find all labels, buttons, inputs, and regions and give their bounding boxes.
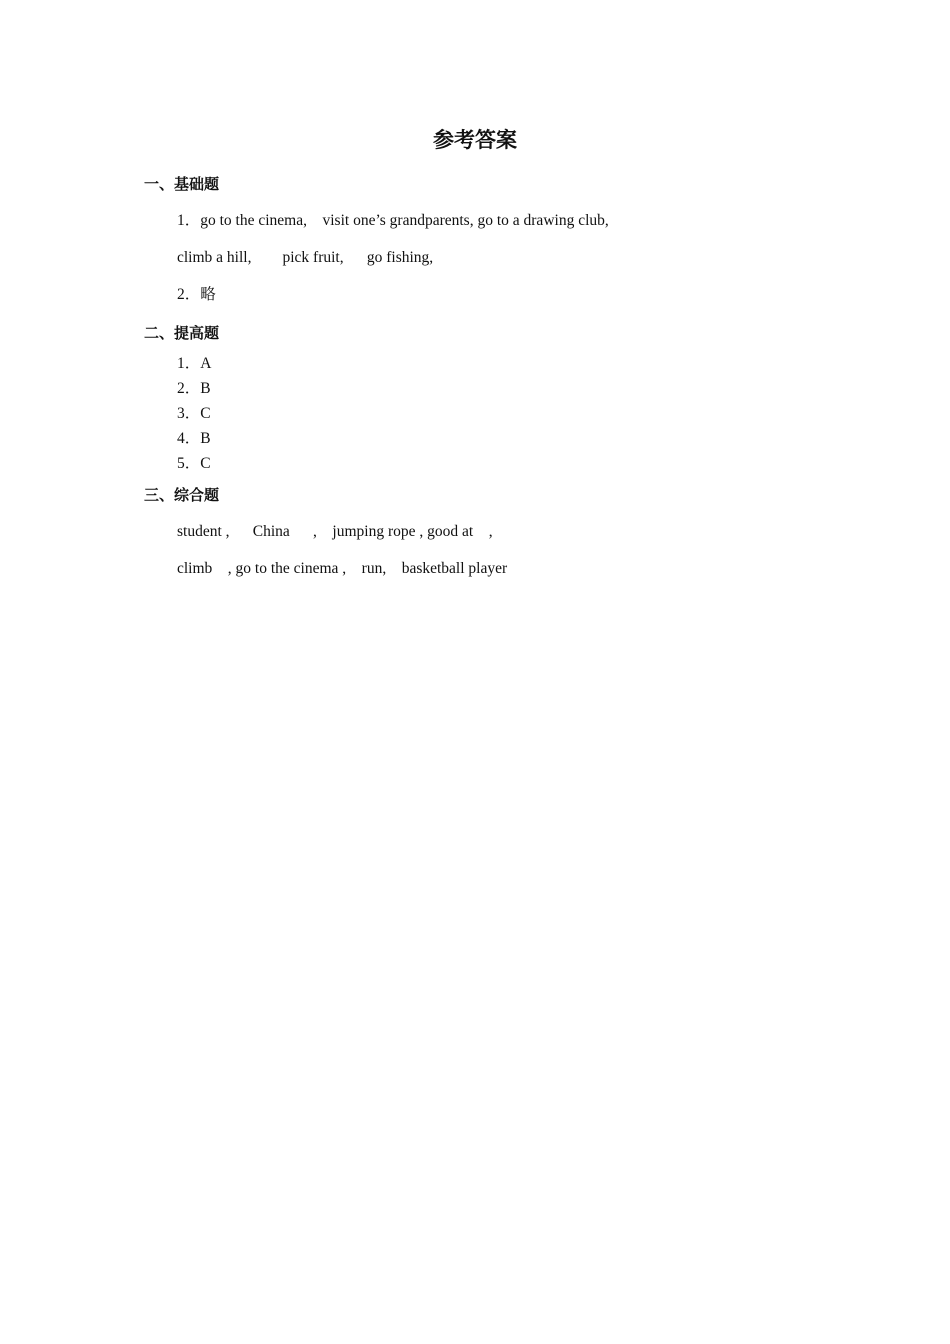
page-title: 参考答案 [433, 128, 517, 152]
answer-line: climb , go to the cinema , run, basketball player [177, 560, 508, 577]
answer-line: 4．B [177, 430, 211, 447]
answer-line: climb a hill, pick fruit, go fishing, [177, 249, 434, 266]
answer-line: 1．go to the cinema, visit one’s grandparents, go to a drawing club, [177, 212, 609, 229]
answer-line: 2．略 [177, 286, 216, 303]
section-heading-advanced: 二、提高题 [144, 324, 220, 342]
answer-line: student , China , jumping rope , good at , [177, 523, 493, 540]
answer-line: 3．C [177, 405, 211, 422]
answer-line: 1．A [177, 355, 212, 372]
answer-line: 5．C [177, 455, 211, 472]
section-heading-basic: 一、基础题 [144, 175, 220, 193]
answer-line: 2．B [177, 380, 211, 397]
section-heading-comprehensive: 三、综合题 [144, 486, 220, 504]
